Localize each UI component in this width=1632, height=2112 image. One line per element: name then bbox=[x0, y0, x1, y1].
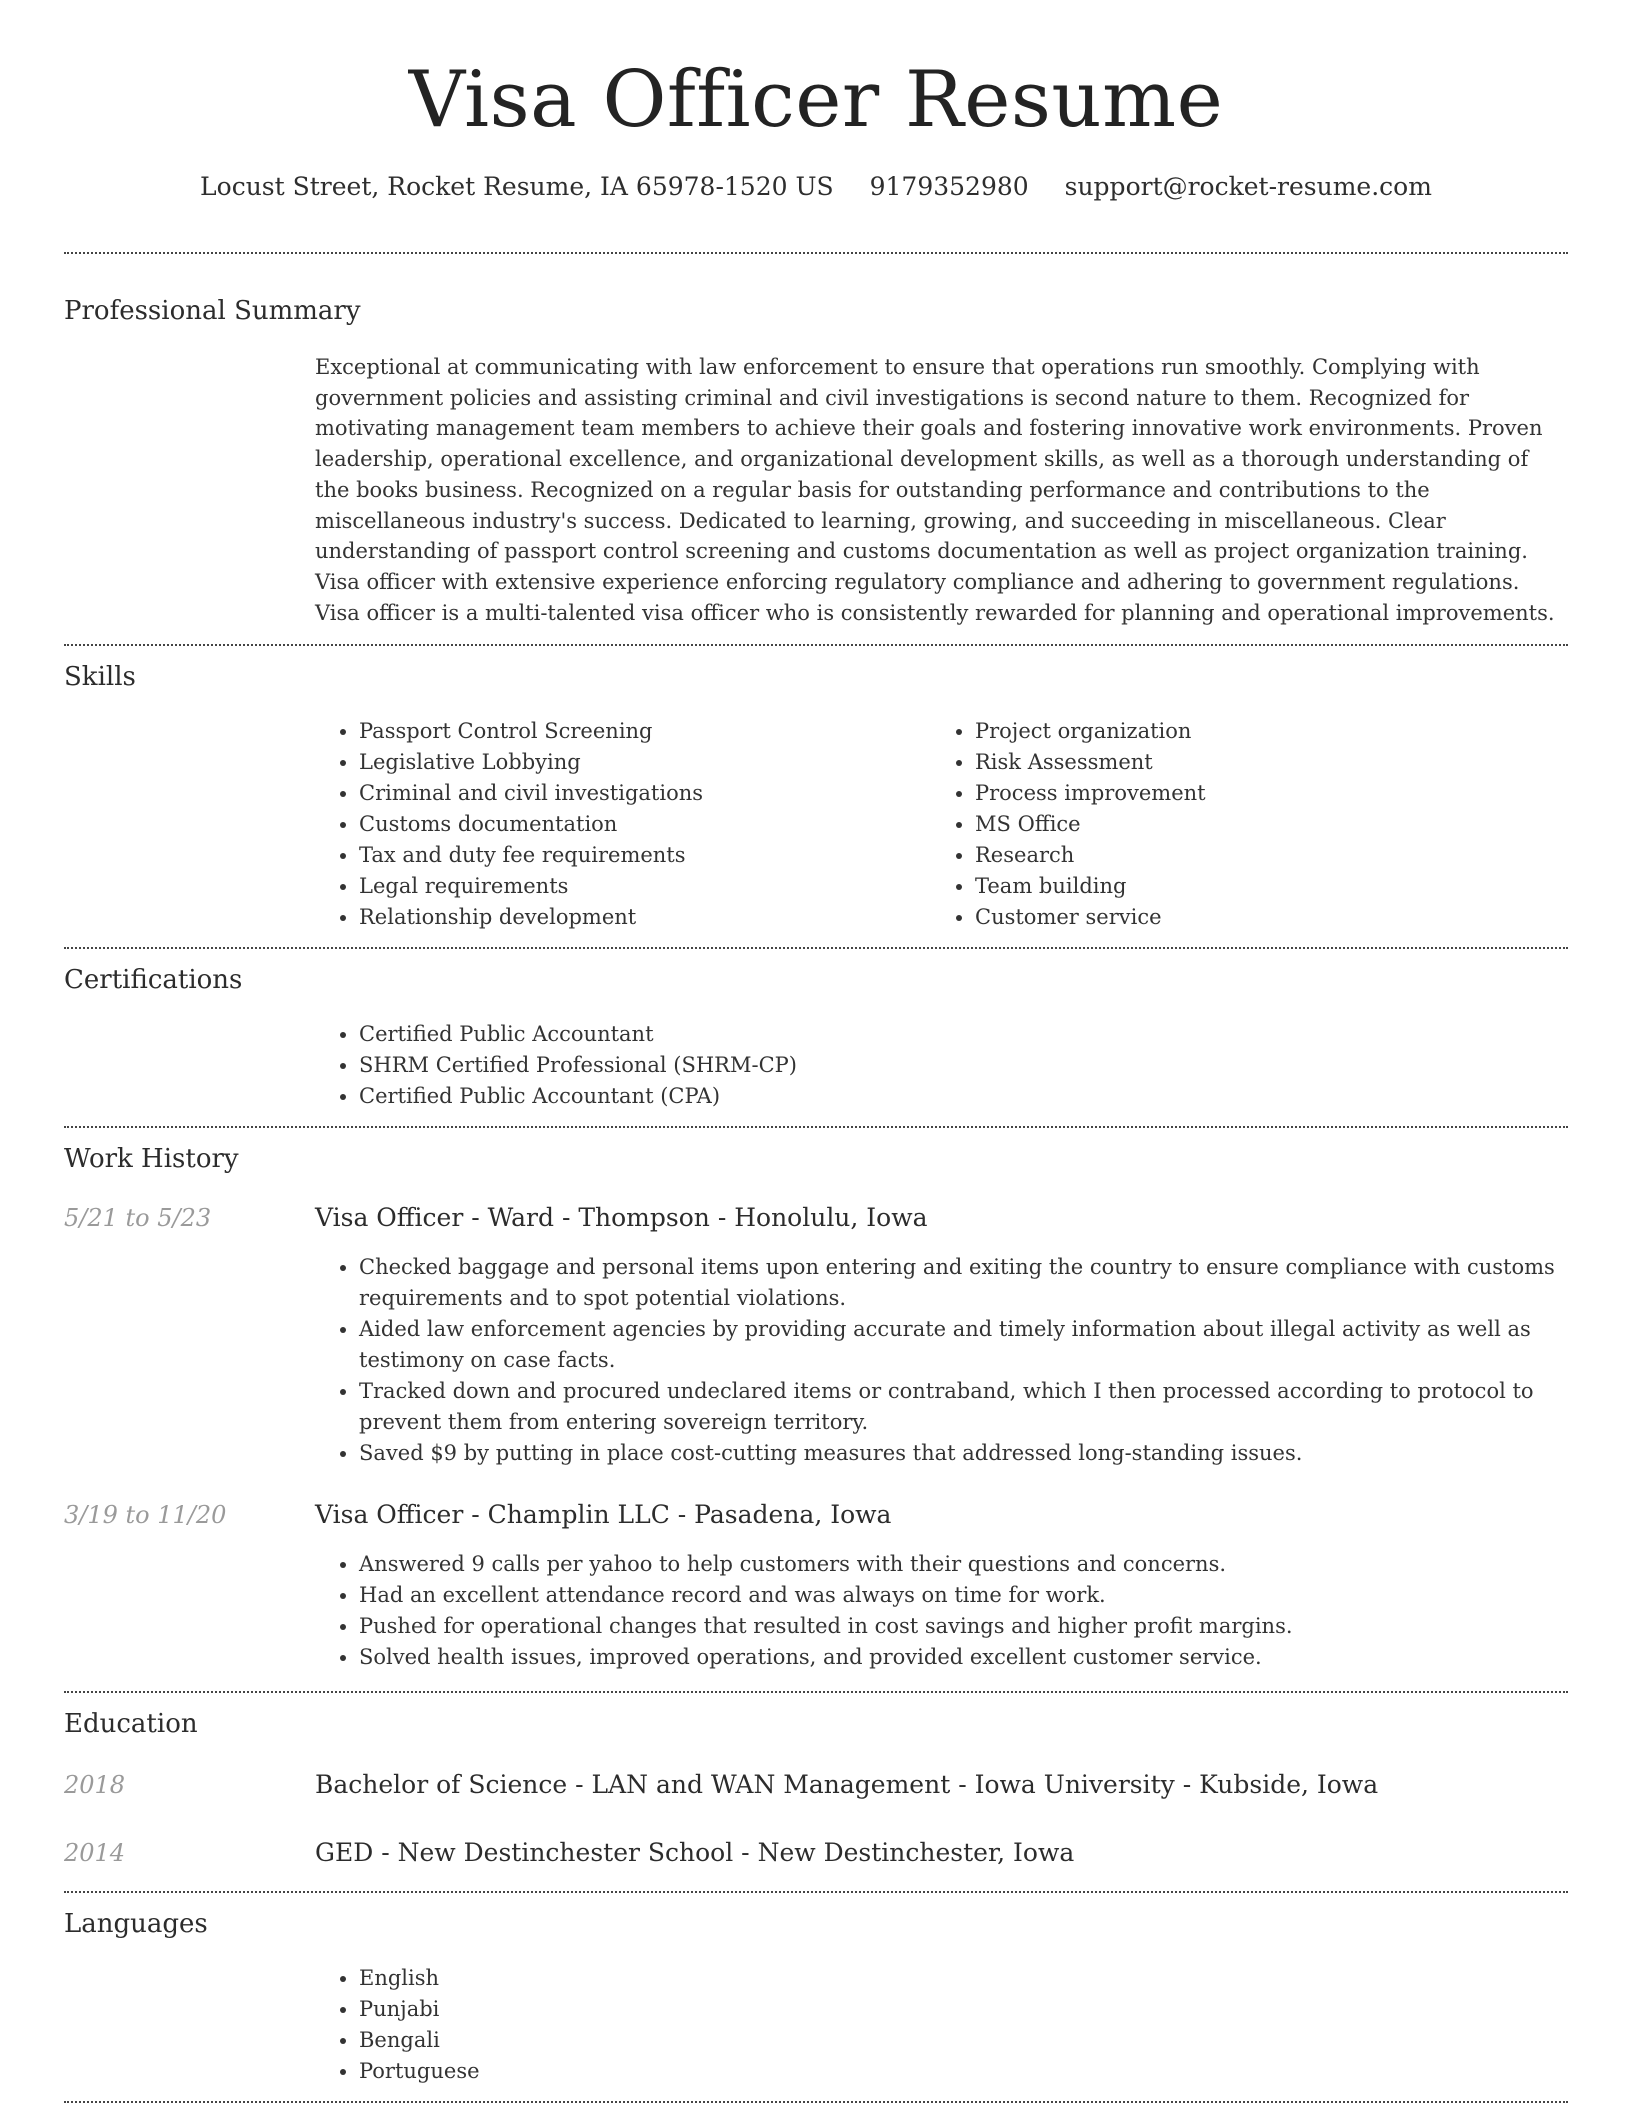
languages-list-wrap bbox=[315, 1963, 1568, 2087]
education-year: 2018 bbox=[64, 1771, 126, 1800]
section-divider bbox=[64, 1891, 1568, 1893]
skill-item: • Customer service bbox=[975, 902, 1547, 933]
contact-email: support@rocket-resume.com bbox=[1064, 172, 1432, 201]
language-item: • Bengali bbox=[359, 2025, 1568, 2056]
education-section bbox=[64, 1707, 1568, 1891]
job-bullets-wrap bbox=[315, 1252, 1568, 1469]
skill-item: • Team building bbox=[975, 871, 1547, 902]
skill-item: • Customs documentation bbox=[359, 809, 931, 840]
section-divider bbox=[64, 252, 1568, 254]
resume-title: Visa Officer Resume bbox=[408, 55, 1224, 145]
skill-item: • Tax and duty fee requirements bbox=[359, 840, 931, 871]
skills-list-left bbox=[315, 716, 931, 933]
certifications-section bbox=[64, 963, 1568, 1112]
skill-item: • Process improvement bbox=[975, 778, 1547, 809]
language-item: • English bbox=[359, 1963, 1568, 1994]
skills-section bbox=[64, 660, 1568, 933]
languages-list bbox=[315, 1963, 1568, 2087]
contact-address: Locust Street, Rocket Resume, IA 65978-1520 US bbox=[200, 172, 834, 201]
job-bullet: • Saved $9 by putting in place cost-cutting measures that addressed long-standing issues. bbox=[359, 1438, 1568, 1469]
certifications-list bbox=[315, 1019, 1568, 1112]
education-heading: Education bbox=[64, 1709, 198, 1740]
section-divider bbox=[64, 1691, 1568, 1693]
education-text: GED - New Destinchester School - New Destinchester, Iowa bbox=[315, 1838, 1075, 1868]
skill-item: • Relationship development bbox=[359, 902, 931, 933]
work-history-section bbox=[64, 1142, 1568, 1691]
section-divider bbox=[64, 947, 1568, 949]
contact-line bbox=[64, 170, 1568, 204]
section-divider bbox=[64, 1126, 1568, 1128]
summary-text: Exceptional at communicating with law enforcement to ensure that operations run smoothly. Complying with government policies and assisting criminal and civil investigations is second nature to them. Recognized for motivating management team members to achieve their goals and fostering innovative work environments. Proven leadership, operational excellence, and organizational development skills, as well as a thorough understanding of the books business. Recognized on a regular basis for outstanding performance and contributions to the miscellaneous industry's success. Dedicated to learning, growing, and succeeding in miscellaneous. Clear understanding of passport control screening and customs documentation as well as project organization training. Visa officer with extensive experience enforcing regulatory compliance and adhering to government regulations. Visa officer is a multi-talented visa officer who is consistently rewarded for planning and operational improvements. bbox=[315, 355, 1555, 625]
education-text: Bachelor of Science - LAN and WAN Management - Iowa University - Kubside, Iowa bbox=[315, 1770, 1379, 1800]
summary-section bbox=[64, 294, 1568, 628]
job-bullet: • Answered 9 calls per yahoo to help customers with their questions and concerns. bbox=[359, 1549, 1568, 1580]
skill-item: • Legal requirements bbox=[359, 871, 931, 902]
job-bullet: • Had an excellent attendance record and was always on time for work. bbox=[359, 1580, 1568, 1611]
section-divider bbox=[64, 644, 1568, 646]
certification-item: • Certified Public Accountant (CPA) bbox=[359, 1081, 1568, 1112]
job-dates: 3/19 to 11/20 bbox=[64, 1501, 227, 1530]
certification-item: • SHRM Certified Professional (SHRM-CP) bbox=[359, 1050, 1568, 1081]
job-bullet: • Checked baggage and personal items upon entering and exiting the country to ensure compliance with customs requirements and to spot potential violations. bbox=[359, 1252, 1568, 1314]
summary-heading: Professional Summary bbox=[64, 296, 361, 326]
education-entry bbox=[64, 1769, 1568, 1801]
education-entry bbox=[64, 1837, 1568, 1869]
skill-item: • Risk Assessment bbox=[975, 747, 1547, 778]
job-entry bbox=[64, 1499, 1568, 1673]
job-bullets-wrap bbox=[315, 1549, 1568, 1673]
job-bullets bbox=[315, 1549, 1568, 1673]
job-bullet: • Aided law enforcement agencies by providing accurate and timely information about illegal activity as well as testimony on case facts. bbox=[359, 1314, 1568, 1376]
job-dates: 5/21 to 5/23 bbox=[64, 1204, 212, 1233]
contact-phone: 9179352980 bbox=[869, 172, 1029, 201]
languages-heading: Languages bbox=[64, 1909, 208, 1940]
skills-list-right bbox=[931, 716, 1547, 933]
certification-item: • Certified Public Accountant bbox=[359, 1019, 1568, 1050]
job-title: Visa Officer - Ward - Thompson - Honolulu, Iowa bbox=[315, 1203, 928, 1233]
skill-item: • Passport Control Screening bbox=[359, 716, 931, 747]
language-item: • Punjabi bbox=[359, 1994, 1568, 2025]
certifications-heading: Certifications bbox=[64, 965, 243, 996]
language-item: • Portuguese bbox=[359, 2056, 1568, 2087]
skill-item: • Criminal and civil investigations bbox=[359, 778, 931, 809]
job-bullet: • Pushed for operational changes that resulted in cost savings and higher profit margins. bbox=[359, 1611, 1568, 1642]
work-history-heading: Work History bbox=[64, 1144, 239, 1175]
section-divider bbox=[64, 2101, 1568, 2103]
certifications-list-wrap bbox=[315, 1019, 1568, 1112]
skill-item: • Research bbox=[975, 840, 1547, 871]
skills-grid bbox=[315, 716, 1568, 933]
skills-column-left bbox=[315, 716, 931, 933]
skill-item: • MS Office bbox=[975, 809, 1547, 840]
skills-column-right bbox=[931, 716, 1547, 933]
job-bullets bbox=[315, 1252, 1568, 1469]
languages-section bbox=[64, 1907, 1568, 2087]
job-bullet: • Tracked down and procured undeclared items or contraband, which I then processed according to protocol to prevent them from entering sovereign territory. bbox=[359, 1376, 1568, 1438]
job-body bbox=[315, 1202, 1568, 1469]
job-title: Visa Officer - Champlin LLC - Pasadena, Iowa bbox=[315, 1500, 892, 1530]
resume-page bbox=[64, 0, 1568, 2103]
education-year: 2014 bbox=[64, 1839, 126, 1868]
job-body bbox=[315, 1499, 1568, 1673]
skill-item: • Legislative Lobbying bbox=[359, 747, 931, 778]
job-entry bbox=[64, 1202, 1568, 1469]
skill-item: • Project organization bbox=[975, 716, 1547, 747]
skills-heading: Skills bbox=[64, 662, 136, 693]
job-bullet: • Solved health issues, improved operations, and provided excellent customer service. bbox=[359, 1642, 1568, 1673]
